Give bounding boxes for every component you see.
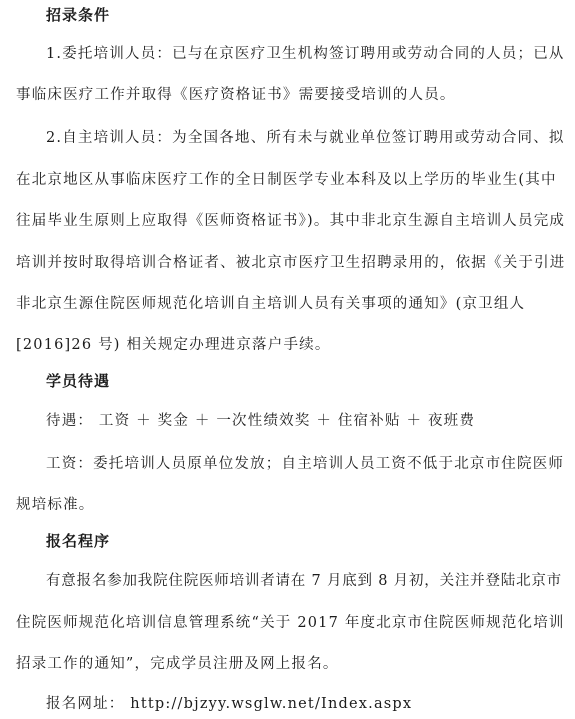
benefits-line-2: 工资：委托培训人员原单位发放；自主培训人员工资不低于北京市住院医师 bbox=[46, 456, 565, 472]
admission-line-4: 在北京地区从事临床医疗工作的全日制医学专业本科及以上学历的毕业生(其中 bbox=[16, 172, 557, 188]
benefits-line-1: 待遇： 工资 ＋ 奖金 ＋ 一次性绩效奖 ＋ 住宿补贴 ＋ 夜班费 bbox=[46, 413, 476, 429]
admission-line-3: 2.自主培训人员：为全国各地、所有未与就业单位签订聘用或劳动合同、拟 bbox=[46, 130, 565, 146]
benefits-line-3: 规培标准。 bbox=[16, 497, 95, 513]
admission-line-2: 事临床医疗工作并取得《医疗资格证书》需要接受培训的人员。 bbox=[16, 87, 456, 103]
admission-line-6: 培训并按时取得培训合格证者、被北京市医疗卫生招聘录用的，依据《关于引进 bbox=[16, 255, 566, 271]
registration-url-line: 报名网址： http://bjzyy.wsglw.net/Index.aspx bbox=[46, 696, 413, 712]
section-heading-benefits: 学员待遇 bbox=[46, 372, 111, 390]
registration-line-3: 招录工作的通知”，完成学员注册及网上报名。 bbox=[16, 656, 339, 672]
admission-line-7: 非北京生源住院医师规范化培训自主培训人员有关事项的通知》(京卫组人 bbox=[16, 296, 526, 312]
registration-line-2: 住院医师规范化培训信息管理系统“关于 2017 年度北京市住院医师规范化培训 bbox=[16, 615, 565, 631]
registration-line-1: 有意报名参加我院住院医师培训者请在 7 月底到 8 月初，关注并登陆北京市 bbox=[46, 573, 562, 589]
section-heading-admission: 招录条件 bbox=[46, 6, 111, 24]
admission-line-8: [2016]26 号) 相关规定办理进京落户手续。 bbox=[16, 337, 331, 353]
admission-line-1: 1.委托培训人员：已与在京医疗卫生机构签订聘用或劳动合同的人员；已从 bbox=[46, 46, 565, 62]
admission-line-5: 往届毕业生原则上应取得《医师资格证书》)。其中非北京生源自主培训人员完成 bbox=[16, 213, 566, 229]
section-heading-registration: 报名程序 bbox=[46, 532, 111, 550]
